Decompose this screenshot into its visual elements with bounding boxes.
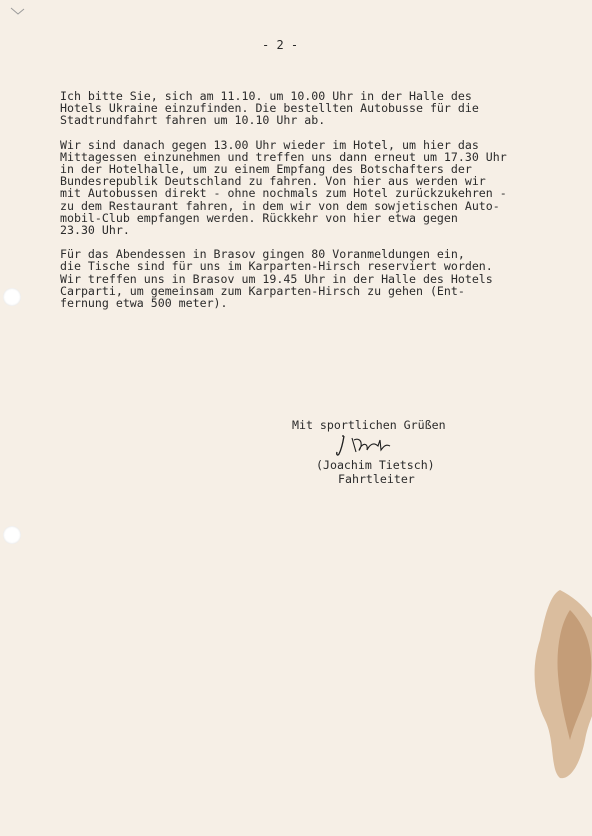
text-line: die Tische sind für uns im Karparten-Hirsch reserviert worden. — [60, 259, 493, 274]
sender-role: Fahrtleiter — [338, 472, 415, 486]
punch-hole-upper — [3, 288, 21, 306]
handwritten-signature — [334, 432, 404, 458]
text-line: Ich bitte Sie, sich am 11.10. um 10.00 Uhr in der Halle des — [60, 89, 472, 103]
text-line: zu dem Restaurant fahren, in dem wir von dem sowjetischen Auto- — [60, 198, 500, 213]
text-line: Bundesrepublik Deutschland zu fahren. Von hier aus werden wir — [60, 174, 486, 189]
text-line: 23.30 Uhr. — [60, 223, 130, 238]
corner-pencil-mark — [10, 6, 30, 16]
punch-hole-lower — [3, 526, 21, 544]
paragraph-3 — [60, 248, 560, 309]
text-line: Carparti, um gemeinsam zum Karparten-Hirsch zu gehen (Ent- — [60, 283, 465, 298]
water-stain — [530, 590, 592, 780]
text-line: Mittagessen einzunehmen und treffen uns dann erneut um 17.30 Uhr — [60, 149, 507, 164]
text-line: mit Autobussen direkt - ohne nochmals zum Hotel zurückzukehren - — [60, 186, 507, 201]
page-number: - 2 - — [262, 38, 299, 52]
text-line: Wir treffen uns in Brasov um 19.45 Uhr in der Halle des Hotels — [60, 271, 493, 286]
paragraph-1 — [60, 90, 560, 127]
letter-body — [60, 90, 560, 321]
text-line: fernung etwa 500 meter). — [60, 296, 228, 311]
text-line: Wir sind danach gegen 13.00 Uhr wieder im Hotel, um hier das — [60, 137, 479, 152]
text-line: in der Hotelhalle, um zu einem Empfang des Botschafters der — [60, 162, 472, 177]
salutation-text: Mit sportlichen Grüßen — [292, 418, 446, 432]
paragraph-2 — [60, 139, 560, 237]
closing-salutation — [292, 418, 446, 433]
text-line: Hotels Ukraine einzufinden. Die bestellten Autobusse für die — [60, 101, 479, 116]
sender-name: (Joachim Tietsch) — [316, 458, 435, 472]
text-line: Für das Abendessen in Brasov gingen 80 Voranmeldungen ein, — [60, 247, 465, 262]
text-line: mobil-Club empfangen werden. Rückkehr von hier etwa gegen — [60, 210, 458, 225]
text-line: Stadtrundfahrt fahren um 10.10 Uhr ab. — [60, 113, 326, 128]
